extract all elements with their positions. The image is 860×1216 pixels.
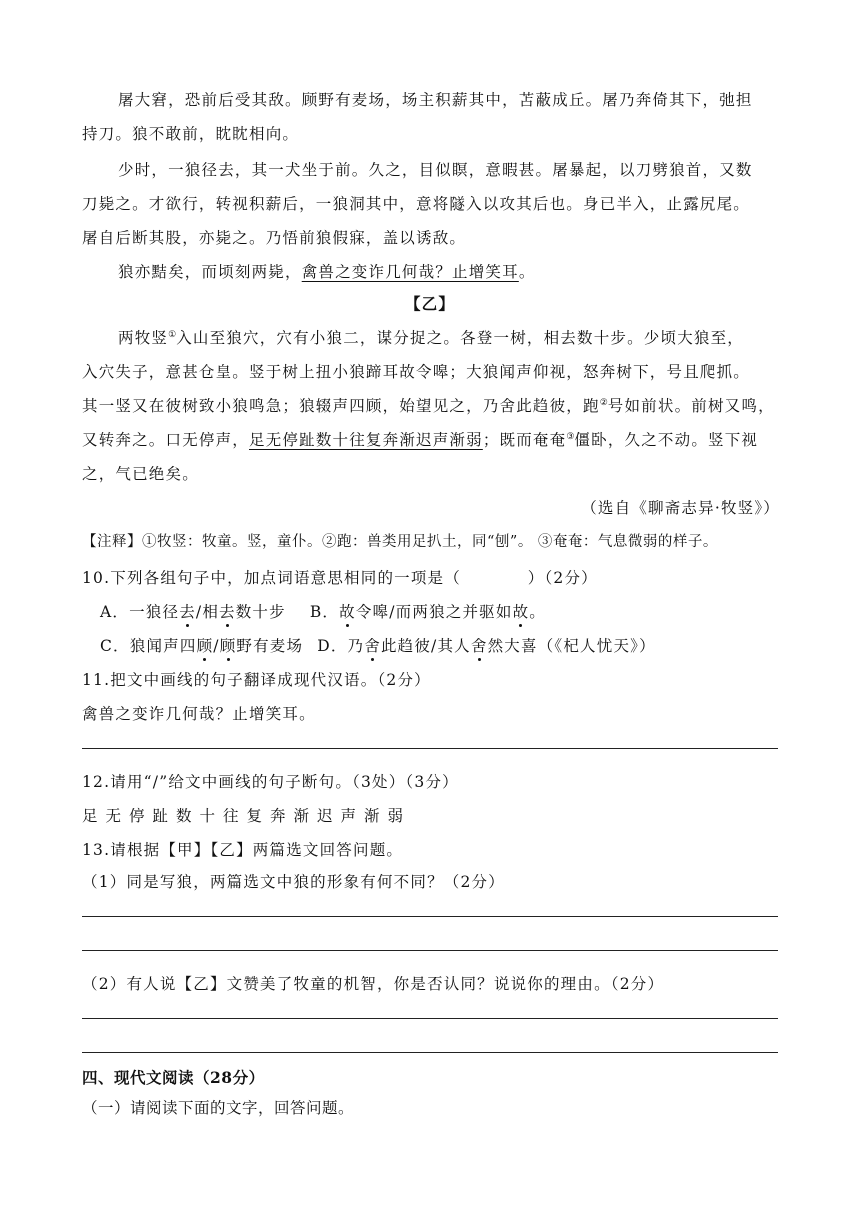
q10-option-a: A．一狼径去/相去数十步 [100,603,286,621]
yi-line-1 [118,326,744,348]
yi-l4-c: 僵卧，久之不动。竖下视 [574,431,759,449]
question-10-stem: 10.下列各组句子中，加点词语意思相同的一项是（ ）（2分） [82,569,598,587]
dotted-word: 舍 [470,637,488,655]
yi-line-4 [82,428,758,450]
yi-l1-b: 入山至狼穴，穴有小狼二，谋分捉之。各登一树，相去数十步。少顷大狼至， [176,329,744,347]
jia-paragraph-1-line-1: 屠大窘，恐前后受其敌。顾野有麦场，场主积薪其中，苫蔽成丘。屠乃奔倚其下，弛担 [118,91,753,109]
q10-option-c-d [100,634,656,656]
yi-underlined-sentence: 足无停趾数十往复奔渐迟声渐弱 [249,431,483,449]
q10-option-d: D．乃舍此趋彼/其人舍然大喜（《杞人忧天》） [317,637,656,655]
answer-line[interactable] [82,916,778,917]
jia-p3-end: 。 [518,263,536,281]
yi-l3-a: 其一竖又在彼树致小狼鸣急；狼辍声四顾，始望见之，乃舍此趋彼，跑 [82,397,600,415]
yi-line-2: 入穴失子，意甚仓皇。竖于树上扭小狼蹄耳故令嗥；大狼闻声仰视，怒奔树下，号且爬抓。 [82,363,751,381]
dotted-word: 顾 [196,637,214,655]
q10-option-b: B．故令嗥/而两狼之并驱如故。 [309,603,546,621]
jia-paragraph-3 [118,260,536,282]
section-4-title: 四、现代文阅读（28分） [82,1068,265,1087]
jia-paragraph-2-line-3: 屠自后断其股，亦毙之。乃悟前狼假寐，盖以诱敌。 [82,229,467,247]
q10-option-a-b [100,600,546,622]
question-12-stem: 12.请用“/”给文中画线的句子断句。（3处）（3分） [82,773,459,791]
answer-line[interactable] [82,950,778,951]
jia-paragraph-2-line-2: 刀毙之。才欲行，转视积薪后，一狼洞其中，意将隧入以攻其后也。身已半入，止露尻尾。 [82,195,751,213]
yi-l3-b: 号如前状。前树又鸣， [607,397,775,415]
q10-option-c: C．狼闻声四顾/顾野有麦场 [100,637,304,655]
jia-p3-text: 狼亦黠矣，而顷刻两毙， [118,263,302,281]
answer-line[interactable] [82,1018,778,1019]
section-4-subtitle: （一）请阅读下面的文字，回答问题。 [82,1099,355,1117]
jia-underlined-sentence: 禽兽之变诈几何哉？止增笑耳 [301,263,519,281]
dotted-word: 去 [179,603,196,621]
note-marker-1: ① [168,330,177,340]
annotation-notes: 【注释】①牧竖：牧童。竖，童仆。②跑：兽类用足扒土，同“刨”。 ③奄奄：气息微弱的样子。 [82,534,718,550]
question-12-chars: 足无停趾数十往复奔渐迟声渐弱 [82,807,412,825]
dotted-word: 顾 [219,637,237,655]
question-11-sentence: 禽兽之变诈几何哉？止增笑耳。 [82,705,316,723]
jia-paragraph-1-line-2: 持刀。狼不敢前，眈眈相向。 [82,125,300,143]
source-citation: （选自《聊斋志异·牧竖》） [581,499,780,517]
question-13-sub-1: （1）同是写狼，两篇选文中狼的形象有何不同？（2分） [82,873,505,891]
yi-l4-a: 又转奔之。口无停声， [82,431,250,449]
yi-line-5: 之，气已绝矣。 [82,465,199,483]
note-marker-2: ② [599,398,608,408]
dotted-word: 故 [512,603,530,621]
yi-l4-b: ；既而奄奄 [482,431,567,449]
jia-paragraph-2-line-1: 少时，一狼径去，其一犬坐于前。久之，目似瞑，意暇甚。屠暴起，以刀劈狼首，又数 [118,161,753,179]
answer-line[interactable] [82,1052,778,1053]
dotted-word: 去 [219,603,236,621]
note-marker-3: ③ [566,432,575,442]
question-13-stem: 13.请根据【甲】【乙】两篇选文回答问题。 [82,841,404,859]
dotted-word: 故 [339,603,356,621]
answer-line[interactable] [82,748,778,749]
question-13-sub-2: （2）有人说【乙】文赞美了牧童的机智，你是否认同？说说你的理由。（2分） [82,975,665,993]
yi-heading: 【乙】 [404,294,456,313]
question-11-stem: 11.把文中画线的句子翻译成现代汉语。（2分） [82,671,431,689]
dotted-word: 舍 [364,637,381,655]
yi-line-3 [82,394,775,416]
yi-l1-a: 两牧竖 [118,329,169,347]
